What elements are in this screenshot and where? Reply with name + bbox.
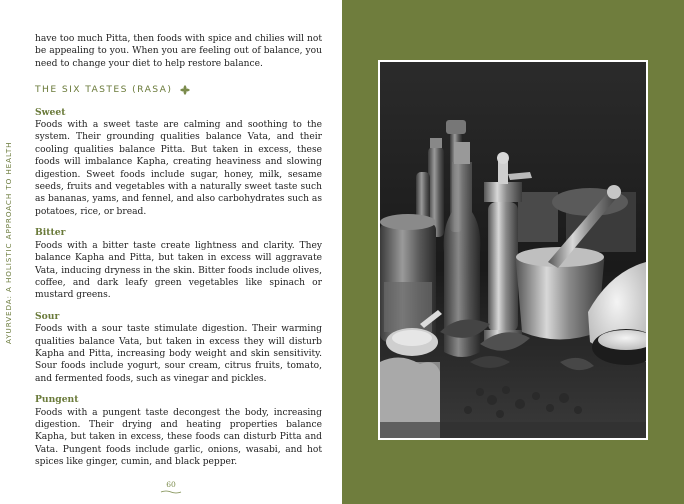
still-life-photo — [380, 62, 646, 438]
page-number: 60 — [166, 480, 176, 489]
taste-description: Foods with a bitter taste create lightness and clarity. They balance Kapha and Pitta, but taken in excess will aggravate Vata, inducing dryness in the skin. Bitter foods include olives, coffee, and dark leafy green vegetables like spinach or mustard greens. — [35, 240, 322, 301]
text-column — [35, 33, 322, 478]
section-heading-text: THE SIX TASTES (RASA) — [35, 84, 173, 96]
photo-frame — [378, 60, 648, 440]
leaf-icon — [179, 84, 191, 96]
taste-name: Bitter — [35, 227, 66, 239]
intro-paragraph: have too much Pitta, then foods with spice and chilies will not be appealing to you. When you are feeling out of balance, you need to change your diet to help restore balance. — [35, 34, 322, 69]
running-head: AYURVEDA: A HOLISTIC APPROACH TO HEALTH — [4, 141, 13, 345]
taste-description: Foods with a pungent taste decongest the body, increasing digestion. Their drying and heating properties balance Kapha, but taken in excess, these foods can disturb Pitta and Vata. Pungent foods include garlic, onions, wasabi, and hot spices like ginger, cumin, and black pepper. — [35, 407, 322, 468]
flourish-icon — [160, 490, 182, 494]
taste-pungent — [35, 394, 322, 468]
taste-bitter — [35, 227, 322, 301]
taste-description: Foods with a sweet taste are calming and soothing to the system. Their grounding qualities balance Vata, and their cooling qualities balance Pitta. But taken in excess, these foods will imbalance Kapha, creating heaviness and slowing digestion. Sweet foods include sugar, honey, milk, sesame seeds, fruits and vegetables with a naturally sweet taste such as bananas, yams, and fennel, and also carbohydrates such as potatoes, rice, or bread. — [35, 120, 322, 217]
taste-name: Pungent — [35, 394, 79, 406]
right-page — [342, 0, 684, 504]
taste-name: Sweet — [35, 106, 66, 118]
section-heading — [35, 84, 322, 96]
taste-description: Foods with a sour taste stimulate digestion. Their warming qualities balance Vata, but taken in excess they will disturb Kapha and Pitta, increasing body weight and skin sensitivity. Sour foods include yogurt, sour cream, citrus fruits, tomato, and fermented foods, such as vinegar and pickles. — [35, 324, 322, 384]
taste-name: Sour — [35, 310, 60, 322]
taste-sour — [35, 311, 322, 385]
taste-sweet — [35, 107, 322, 219]
